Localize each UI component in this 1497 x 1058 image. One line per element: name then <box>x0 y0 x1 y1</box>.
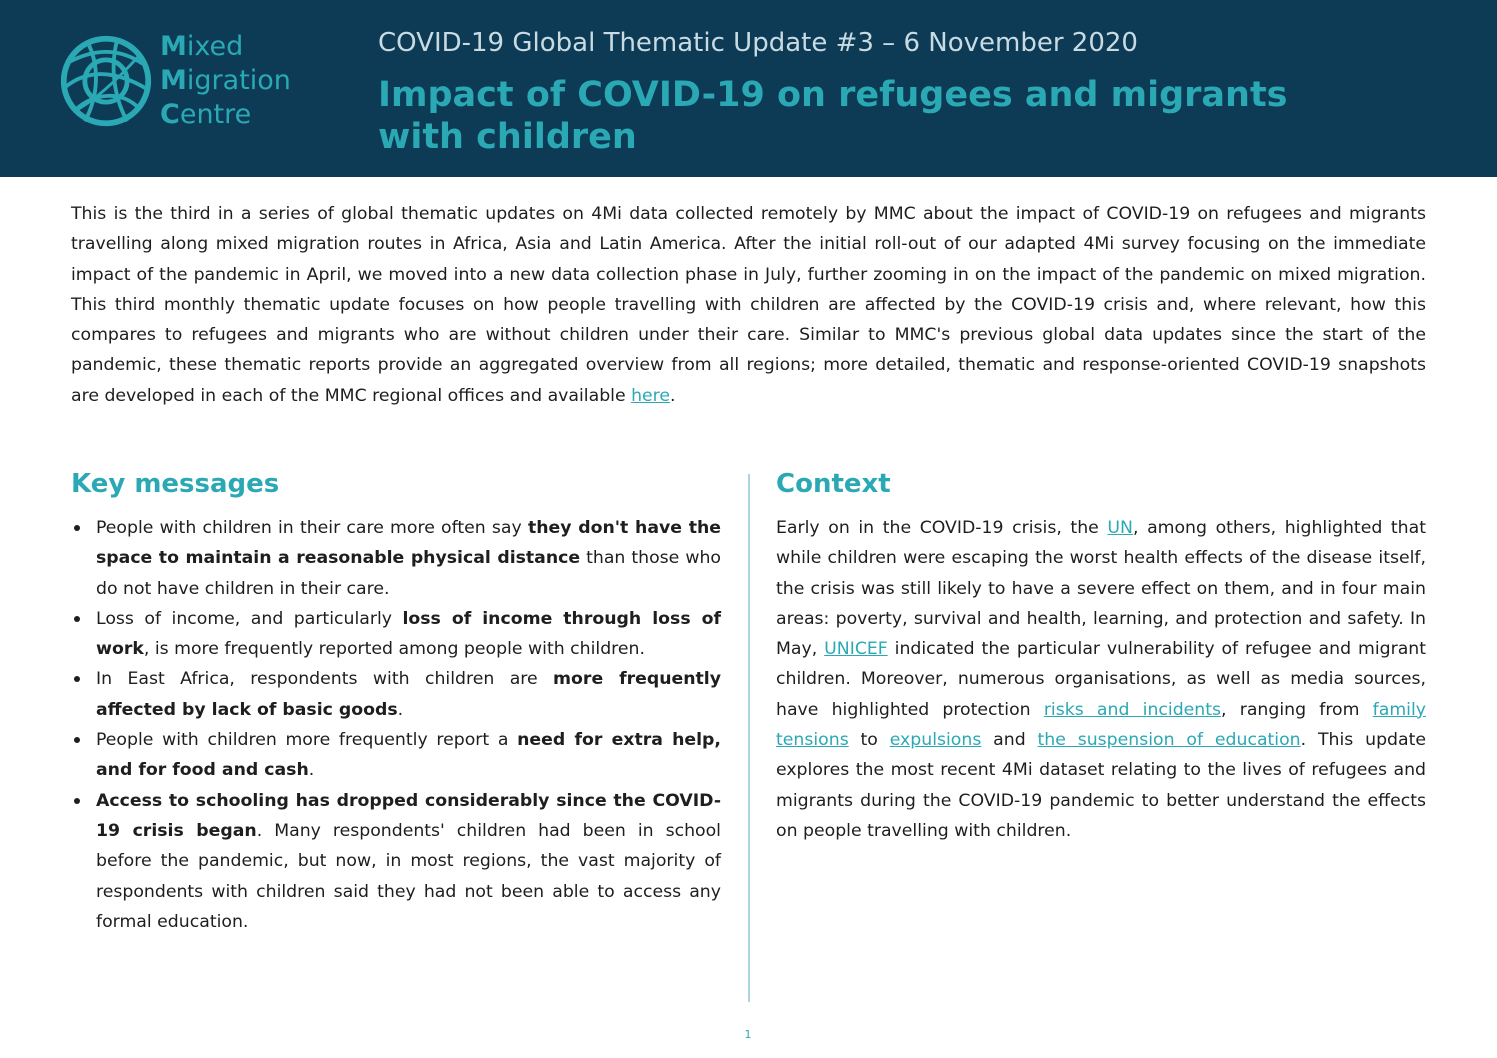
page-header <box>0 0 1497 177</box>
context-section <box>776 463 1426 846</box>
context-heading: Context <box>776 469 891 499</box>
risks-incidents-link[interactable]: risks and incidents <box>1043 699 1222 720</box>
list-item: People with children more frequently report a need for extra help, and for food and cash. <box>71 725 721 786</box>
page-number: 1 <box>744 1028 752 1041</box>
key-messages-list <box>71 513 721 937</box>
here-link[interactable]: here <box>631 385 671 406</box>
list-item: People with children in their care more often say they don't have the space to maintain a reasonable physical distance than those who do not have children in their care. <box>71 513 721 604</box>
expulsions-link[interactable]: expulsions <box>889 730 982 751</box>
key-messages-section <box>71 463 721 937</box>
list-item: In East Africa, respondents with children are more frequently affected by lack of basic goods. <box>71 664 721 725</box>
un-link[interactable]: UN <box>1107 518 1133 538</box>
unicef-link[interactable]: UNICEF <box>824 639 888 660</box>
list-item: Access to schooling has dropped considerably since the COVID-19 crisis began. Many respondents' children had been in school before the pandemic, but now, in most regions, the vast majority of respondents with children said they had not been able to access any formal education. <box>71 786 721 937</box>
list-item: Loss of income, and particularly loss of income through loss of work, is more frequently reported among people with children. <box>71 604 721 665</box>
header-subtitle: COVID-19 Global Thematic Update #3 – 6 November 2020 <box>378 28 1138 58</box>
key-messages-heading: Key messages <box>71 469 280 499</box>
family-tensions-link[interactable]: family tensions <box>776 699 1426 751</box>
suspension-education-link[interactable]: the suspension of education <box>1037 730 1301 751</box>
mmc-circle-logo-icon <box>58 33 154 129</box>
column-divider <box>748 474 750 1002</box>
logo-wordmark: Mixed Migration Centre <box>160 31 291 130</box>
context-paragraph: Early on in the COVID-19 crisis, the UN, among others, highlighted that while children were escaping the worst health effects of the disease itself, the crisis was still likely to have a severe effect on them, and in four main areas: poverty, survival and health, learning, and protection and safety. In May, UNICEF indicated the particular vulnerability of refugee and migrant children. Moreover, numerous organisations, as well as media sources, have highlighted protection risks and incidents, ranging from family tensions to expulsions and the suspension of education. This update explores the most recent 4Mi dataset relating to the lives of refugees and migrants during the COVID-19 pandemic to better understand the effects on people travelling with children. <box>776 518 1427 841</box>
intro-paragraph: This is the third in a series of global thematic updates on 4Mi data collected remotely by MMC about the impact of COVID-19 on refugees and migrants travelling along mixed migration routes in Africa, Asia and Latin America. After the initial roll-out of our adapted 4Mi survey focusing on the immediate impact of the pandemic in April, we moved into a new data collection phase in July, further zooming in on the impact of the pandemic on mixed migration. This third monthly thematic update focuses on how people travelling with children are affected by the COVID-19 crisis and, where relevant, how this compares to refugees and migrants who are without children under their care. Similar to MMC's previous global data updates since the start of the pandemic, these thematic reports provide an aggregated overview from all regions; more detailed, thematic and response-oriented COVID-19 snapshots are developed in each of the MMC regional offices and available here. <box>71 204 1426 406</box>
page-title: Impact of COVID-19 on refugees and migrants with children <box>378 75 1288 157</box>
